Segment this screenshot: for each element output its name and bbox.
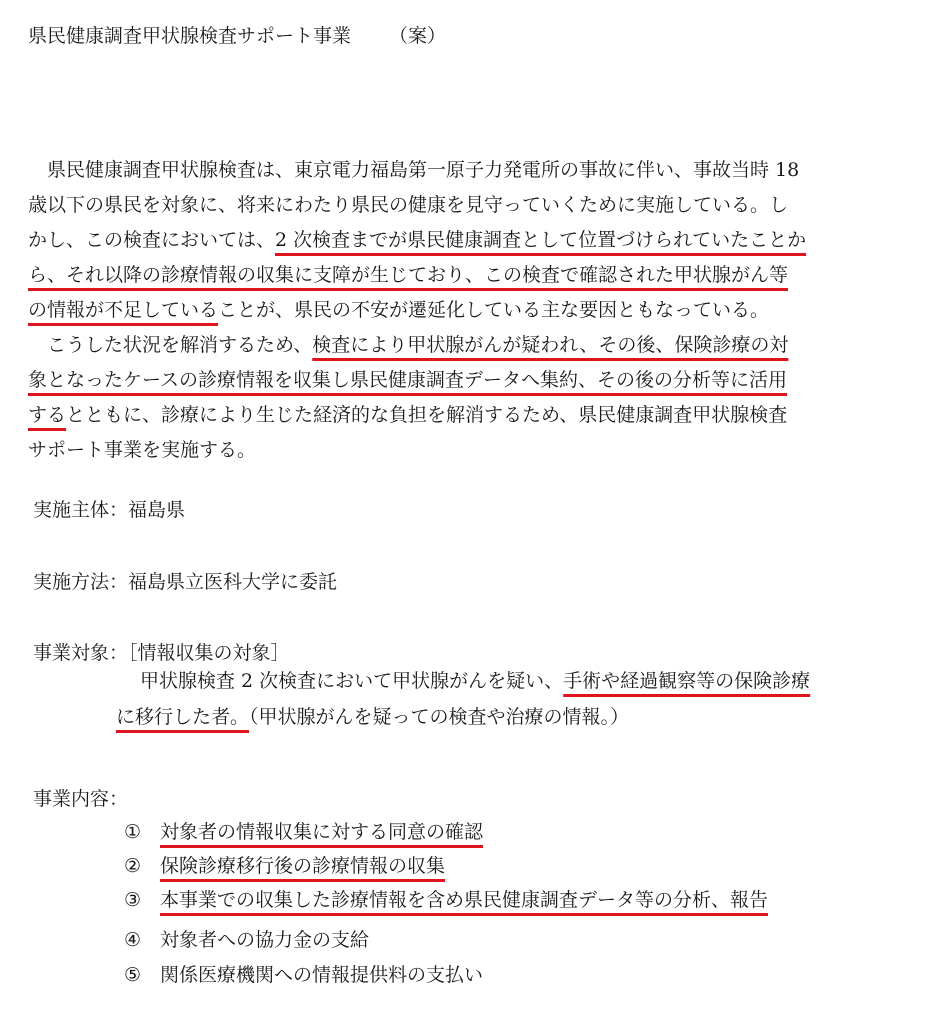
item-number: ④ (124, 929, 142, 951)
body-line: サポート事業を実施する。 (28, 439, 257, 461)
list-item (124, 851, 445, 878)
target-line (140, 672, 810, 691)
underlined-text: 検査により甲状腺がんが疑われ、その後、保険診療の対 (312, 334, 789, 356)
body-text: ことが、県民の不安が遷延化している主な要因ともなっている。 (218, 299, 770, 321)
body-line: 県民健康調査甲状腺検査は、東京電力福島第一原子力発電所の事故に伴い、事故当時 18 (28, 159, 800, 181)
implementer-value: 福島県 (128, 499, 186, 521)
underlined-text: の情報が不足している (28, 299, 219, 321)
body-line (28, 231, 806, 250)
item-number: ⑤ (124, 964, 142, 986)
underlined-text: 手術や経過観察等の保険診療 (563, 670, 811, 692)
body-line (28, 406, 787, 425)
item-number: ① (124, 821, 142, 843)
draft-annotation: （案） (389, 25, 447, 47)
underlined-text: 2 次検査までが県民健康調査として位置づけられていたことか (275, 229, 807, 251)
target-bracket: ［情報収集の対象］ (128, 642, 290, 664)
underlined-text: ら、それ以降の診療情報の収集に支障が生じており、この検査で確認された甲状腺がん等 (28, 264, 789, 286)
list-item (124, 925, 369, 952)
target-line (116, 708, 629, 727)
method-row (33, 567, 337, 594)
implementer-label: 実施主体： (33, 499, 129, 521)
target-text: （甲状腺がんを疑っての検査や治療の情報。） (249, 706, 630, 728)
content-label: 事業内容： (33, 788, 129, 810)
list-item (124, 885, 768, 912)
item-number: ② (124, 855, 142, 877)
body-line (28, 301, 769, 320)
method-label: 実施方法： (33, 571, 129, 593)
body-text: こうした状況を解消するため、 (28, 334, 313, 356)
underlined-text: に移行した者。 (116, 706, 250, 728)
list-item (124, 817, 483, 844)
underlined-text: 象となったケースの診療情報を収集し県民健康調査データへ集約、その後の分析等に活用 (28, 369, 788, 391)
item-text: 本事業での収集した診療情報を含め県民健康調査データ等の分析、報告 (160, 889, 769, 911)
item-text: 関係医療機関への情報提供料の支払い (160, 964, 484, 986)
document-title (28, 21, 446, 48)
body-text: かし、この検査においては、 (28, 229, 276, 251)
method-value: 福島県立医科大学に委託 (128, 571, 338, 593)
body-line (28, 336, 788, 355)
item-text: 保険診療移行後の診療情報の収集 (160, 855, 446, 877)
body-line (28, 266, 788, 285)
target-label: 事業対象： (33, 642, 129, 664)
body-line: 歳以下の県民を対象に、将来にわたり県民の健康を見守っていくために実施している。し (28, 194, 789, 216)
item-number: ③ (124, 889, 142, 911)
target-text: 甲状腺検査 2 次検査において甲状腺がんを疑い、 (140, 670, 564, 692)
body-line (28, 371, 787, 390)
list-item (124, 960, 483, 987)
underlined-text: する (28, 404, 67, 426)
item-text: 対象者への協力金の支給 (160, 929, 370, 951)
implementer-row (33, 495, 185, 522)
title-text: 県民健康調査甲状腺検査サポート事業 (28, 25, 352, 47)
item-text: 対象者の情報収集に対する同意の確認 (160, 821, 484, 843)
body-text: とともに、診療により生じた経済的な負担を解消するため、県民健康調査甲状腺検査 (66, 404, 788, 426)
target-row (33, 638, 290, 665)
